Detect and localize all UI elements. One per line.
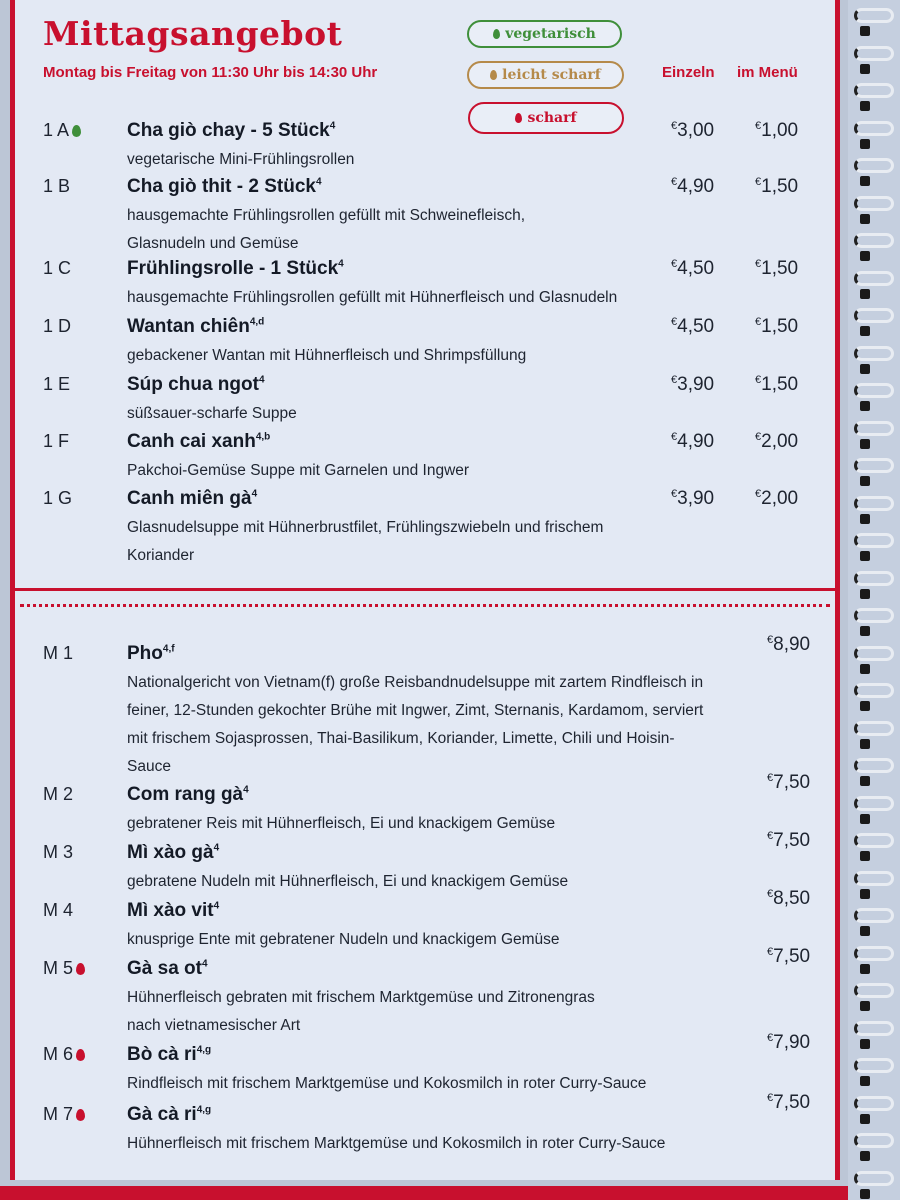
price — [767, 1032, 810, 1054]
binding-ring — [854, 496, 894, 511]
item-code — [43, 1044, 85, 1065]
item-code — [43, 316, 71, 337]
binding-hole — [860, 701, 870, 711]
euro-sign: € — [767, 830, 774, 842]
opening-hours: Montag bis Freitag von 11:30 Uhr bis 14:30 Uhr — [43, 64, 378, 81]
item-code — [43, 258, 71, 279]
price-single-value: 4,50 — [677, 316, 715, 337]
binding-ring — [854, 271, 894, 286]
item-name-text: Gà sa ot — [127, 958, 202, 979]
price-value: 8,90 — [773, 634, 811, 655]
binding-hole — [860, 851, 870, 861]
binding-hole — [860, 64, 870, 74]
page-title: Mittagsangebot — [43, 14, 343, 53]
euro-sign: € — [671, 316, 678, 328]
item-name — [127, 958, 208, 980]
euro-sign: € — [755, 374, 762, 386]
binding-hole — [860, 1039, 870, 1049]
binding-ring — [854, 533, 894, 548]
allergen-note: 4,b — [255, 431, 271, 443]
price-menu — [755, 258, 798, 280]
binding-hole — [860, 1076, 870, 1086]
euro-sign: € — [755, 488, 762, 500]
binding-hole — [860, 889, 870, 899]
allergen-note: 4 — [251, 488, 258, 500]
item-name — [127, 120, 335, 142]
item-code — [43, 643, 73, 664]
euro-sign: € — [671, 176, 678, 188]
binding-ring — [854, 946, 894, 961]
allergen-note: 4 — [213, 900, 220, 912]
item-code-text: 1 F — [43, 431, 70, 451]
binding-hole — [860, 551, 870, 561]
binding-hole — [860, 964, 870, 974]
price-value: 7,90 — [773, 1032, 811, 1053]
binding-ring — [854, 8, 894, 23]
binding-hole — [860, 139, 870, 149]
item-name-text: Com rang gà — [127, 784, 244, 805]
item-description: Hühnerfleisch gebraten mit frischem Marktgemüse und Zitronengras nach vietnamesischer Art — [127, 989, 595, 1034]
binding-ring — [854, 1133, 894, 1148]
item-code-text: M 1 — [43, 643, 74, 663]
item-code-text: M 2 — [43, 784, 74, 804]
price-menu — [755, 374, 798, 396]
binding-ring — [854, 683, 894, 698]
menu-page — [10, 0, 840, 1180]
item-code-text: M 6 — [43, 1044, 74, 1064]
item-code-text: 1 G — [43, 488, 73, 508]
allergen-note: 4 — [315, 176, 322, 188]
binding-ring — [854, 458, 894, 473]
binding-ring — [854, 758, 894, 773]
price-menu — [755, 431, 798, 453]
price-menu — [755, 488, 798, 510]
allergen-note: 4 — [201, 958, 208, 970]
price — [767, 1092, 810, 1114]
item-name-text: Súp chua ngot — [127, 374, 259, 395]
binding-hole — [860, 814, 870, 824]
binding-ring — [854, 196, 894, 211]
price-single — [671, 258, 714, 280]
binding-ring — [854, 908, 894, 923]
binding-ring — [854, 1171, 894, 1186]
binding-ring — [854, 158, 894, 173]
item-name — [127, 842, 219, 864]
item-code-text: M 7 — [43, 1104, 74, 1124]
price-single — [671, 488, 714, 510]
red-drop-icon — [76, 963, 85, 975]
price-single-value: 4,50 — [677, 258, 715, 279]
item-code — [43, 842, 73, 863]
allergen-note: 4 — [213, 842, 220, 854]
price-single-value: 4,90 — [677, 431, 715, 452]
item-code-text: M 4 — [43, 900, 74, 920]
item-name — [127, 431, 270, 453]
binding-hole — [860, 926, 870, 936]
binding-hole — [860, 514, 870, 524]
item-code — [43, 374, 70, 395]
item-code-text: 1 C — [43, 258, 72, 278]
column-header-single: Einzeln — [662, 64, 715, 81]
binding-hole — [860, 1189, 870, 1199]
euro-sign: € — [767, 888, 774, 900]
item-description: gebratene Nudeln mit Hühnerfleisch, Ei und knackigem Gemüse — [127, 873, 569, 890]
legend-hot — [468, 102, 624, 134]
price-single — [671, 431, 714, 453]
price — [767, 634, 810, 656]
item-name — [127, 643, 175, 665]
binding-ring — [854, 646, 894, 661]
binding-hole — [860, 176, 870, 186]
euro-sign: € — [755, 120, 762, 132]
item-description: Hühnerfleisch mit frischem Marktgemüse und Kokosmilch in roter Curry-Sauce — [127, 1135, 666, 1152]
binding-ring — [854, 383, 894, 398]
item-code — [43, 120, 81, 141]
euro-sign: € — [755, 431, 762, 443]
item-name — [127, 316, 264, 338]
binding-hole — [860, 1114, 870, 1124]
euro-sign: € — [767, 772, 774, 784]
binding-hole — [860, 401, 870, 411]
legend-vegetarian — [467, 20, 622, 48]
item-name — [127, 900, 219, 922]
item-name — [127, 258, 344, 280]
item-name-text: Mì xào gà — [127, 842, 214, 863]
binding-hole — [860, 26, 870, 36]
price-menu-value: 2,00 — [761, 488, 799, 509]
green-drop-icon — [493, 29, 500, 39]
spiral-binding — [848, 0, 900, 1200]
item-description: gebratener Reis mit Hühnerfleisch, Ei und knackigem Gemüse — [127, 815, 556, 832]
item-code-text: 1 A — [43, 120, 70, 140]
binding-hole — [860, 289, 870, 299]
price-menu-value: 1,00 — [761, 120, 799, 141]
allergen-note: 4,d — [249, 316, 265, 328]
item-code — [43, 900, 73, 921]
item-code — [43, 176, 70, 197]
item-name-text: Frühlingsrolle - 1 Stück — [127, 258, 339, 279]
tan-drop-icon — [490, 70, 497, 80]
binding-ring — [854, 721, 894, 736]
binding-hole — [860, 739, 870, 749]
item-name-text: Gà cà ri — [127, 1104, 197, 1125]
allergen-note: 4 — [329, 120, 336, 132]
item-code-text: 1 D — [43, 316, 72, 336]
price-menu-value: 2,00 — [761, 431, 799, 452]
price — [767, 888, 810, 910]
euro-sign: € — [767, 1092, 774, 1104]
binding-ring — [854, 983, 894, 998]
binding-hole — [860, 626, 870, 636]
binding-ring — [854, 796, 894, 811]
price-value: 7,50 — [773, 772, 811, 793]
euro-sign: € — [767, 1032, 774, 1044]
price — [767, 946, 810, 968]
item-description: Glasnudelsuppe mit Hühnerbrustfilet, Frühlingszwiebeln und frischem Koriander — [127, 519, 604, 564]
binding-ring — [854, 1058, 894, 1073]
allergen-note: 4,g — [196, 1104, 212, 1116]
binding-hole — [860, 776, 870, 786]
item-name — [127, 1104, 211, 1126]
item-code-text: M 5 — [43, 958, 74, 978]
euro-sign: € — [767, 634, 774, 646]
binding-ring — [854, 608, 894, 623]
item-description: gebackener Wantan mit Hühnerfleisch und Shrimpsfüllung — [127, 347, 527, 364]
euro-sign: € — [671, 431, 678, 443]
item-description: hausgemachte Frühlingsrollen gefüllt mit Hühnerfleisch und Glasnudeln — [127, 289, 618, 306]
legend-vegetarian-label: vegetarisch — [505, 26, 596, 42]
price-menu-value: 1,50 — [761, 316, 799, 337]
binding-hole — [860, 251, 870, 261]
binding-ring — [854, 833, 894, 848]
legend-mild-label: leicht scharf — [502, 67, 601, 83]
item-description: knusprige Ente mit gebratener Nudeln und knackigem Gemüse — [127, 931, 560, 948]
item-description: hausgemachte Frühlingsrollen gefüllt mit Schweinefleisch, Glasnudeln und Gemüse — [127, 207, 526, 252]
allergen-note: 4 — [243, 784, 249, 796]
binding-ring — [854, 346, 894, 361]
red-drop-icon — [76, 1049, 85, 1061]
allergen-note: 4,g — [196, 1044, 212, 1056]
allergen-note: 4 — [338, 258, 344, 270]
price — [767, 772, 810, 794]
column-header-menu: im Menü — [737, 64, 798, 81]
item-name — [127, 374, 265, 396]
price-single-value: 3,00 — [677, 120, 715, 141]
item-description: süßsauer-scharfe Suppe — [127, 405, 297, 422]
item-description: Pakchoi-Gemüse Suppe mit Garnelen und Ingwer — [127, 462, 470, 479]
euro-sign: € — [671, 374, 678, 386]
legend-mild — [467, 61, 624, 89]
item-name — [127, 488, 257, 510]
item-name — [127, 784, 249, 806]
euro-sign: € — [671, 258, 678, 270]
red-drop-icon — [515, 113, 522, 123]
price-single-value: 4,90 — [677, 176, 715, 197]
item-code — [43, 958, 85, 979]
item-code-text: 1 E — [43, 374, 71, 394]
price-value: 7,50 — [773, 830, 811, 851]
item-name-text: Cha giò thit - 2 Stück — [127, 176, 316, 197]
binding-hole — [860, 101, 870, 111]
euro-sign: € — [671, 120, 678, 132]
item-name — [127, 176, 322, 198]
red-drop-icon — [76, 1109, 85, 1121]
euro-sign: € — [755, 176, 762, 188]
item-name-text: Canh miên gà — [127, 488, 252, 509]
item-code-text: 1 B — [43, 176, 71, 196]
binding-ring — [854, 871, 894, 886]
binding-hole — [860, 364, 870, 374]
item-description: Rindfleisch mit frischem Marktgemüse und Kokosmilch in roter Curry-Sauce — [127, 1075, 647, 1092]
binding-ring — [854, 421, 894, 436]
allergen-note: 4,f — [162, 643, 175, 655]
price-value: 7,50 — [773, 946, 811, 967]
item-name-text: Pho — [127, 643, 163, 664]
euro-sign: € — [767, 946, 774, 958]
item-code-text: M 3 — [43, 842, 74, 862]
binding-ring — [854, 1096, 894, 1111]
item-name-text: Mì xào vit — [127, 900, 214, 921]
item-code — [43, 1104, 85, 1125]
binding-ring — [854, 121, 894, 136]
price-single — [671, 120, 714, 142]
euro-sign: € — [755, 316, 762, 328]
item-name-text: Cha giò chay - 5 Stück — [127, 120, 330, 141]
price-value: 8,50 — [773, 888, 811, 909]
item-code — [43, 431, 69, 452]
price-single — [671, 374, 714, 396]
binding-ring — [854, 571, 894, 586]
item-name-text: Bò cà ri — [127, 1044, 197, 1065]
dotted-divider — [20, 604, 830, 607]
section-divider — [15, 588, 835, 591]
price-value: 7,50 — [773, 1092, 811, 1113]
price-menu-value: 1,50 — [761, 374, 799, 395]
euro-sign: € — [755, 258, 762, 270]
binding-hole — [860, 326, 870, 336]
binding-ring — [854, 1021, 894, 1036]
item-code — [43, 784, 73, 805]
binding-ring — [854, 308, 894, 323]
price — [767, 830, 810, 852]
item-description: Nationalgericht von Vietnam(f) große Reisbandnudelsuppe mit zartem Rindfleisch in feiner, 12-Stunden gekochter Brühe mit Ingwer, Zimt, Sternanis, Kardamom, serviert mit frischem Sojasprossen, Thai-Basilikum, Koriander, Limette, Chili und Hoisin-Sauce — [127, 674, 704, 775]
binding-hole — [860, 476, 870, 486]
allergen-note: 4 — [258, 374, 265, 386]
price-menu-value: 1,50 — [761, 258, 799, 279]
euro-sign: € — [671, 488, 678, 500]
price-menu — [755, 120, 798, 142]
binding-ring — [854, 46, 894, 61]
green-drop-icon — [72, 125, 81, 137]
bottom-border — [0, 1186, 848, 1200]
price-menu — [755, 176, 798, 198]
item-name-text: Wantan chiên — [127, 316, 250, 337]
price-single — [671, 316, 714, 338]
binding-ring — [854, 233, 894, 248]
binding-hole — [860, 589, 870, 599]
price-single-value: 3,90 — [677, 374, 715, 395]
price-single — [671, 176, 714, 198]
item-description: vegetarische Mini-Frühlingsrollen — [127, 151, 355, 168]
item-name — [127, 1044, 211, 1066]
binding-hole — [860, 214, 870, 224]
binding-hole — [860, 664, 870, 674]
binding-hole — [860, 439, 870, 449]
item-code — [43, 488, 72, 509]
item-name-text: Canh cai xanh — [127, 431, 256, 452]
price-menu — [755, 316, 798, 338]
legend-hot-label: scharf — [527, 110, 577, 126]
price-single-value: 3,90 — [677, 488, 715, 509]
binding-ring — [854, 83, 894, 98]
binding-hole — [860, 1001, 870, 1011]
binding-hole — [860, 1151, 870, 1161]
price-menu-value: 1,50 — [761, 176, 799, 197]
